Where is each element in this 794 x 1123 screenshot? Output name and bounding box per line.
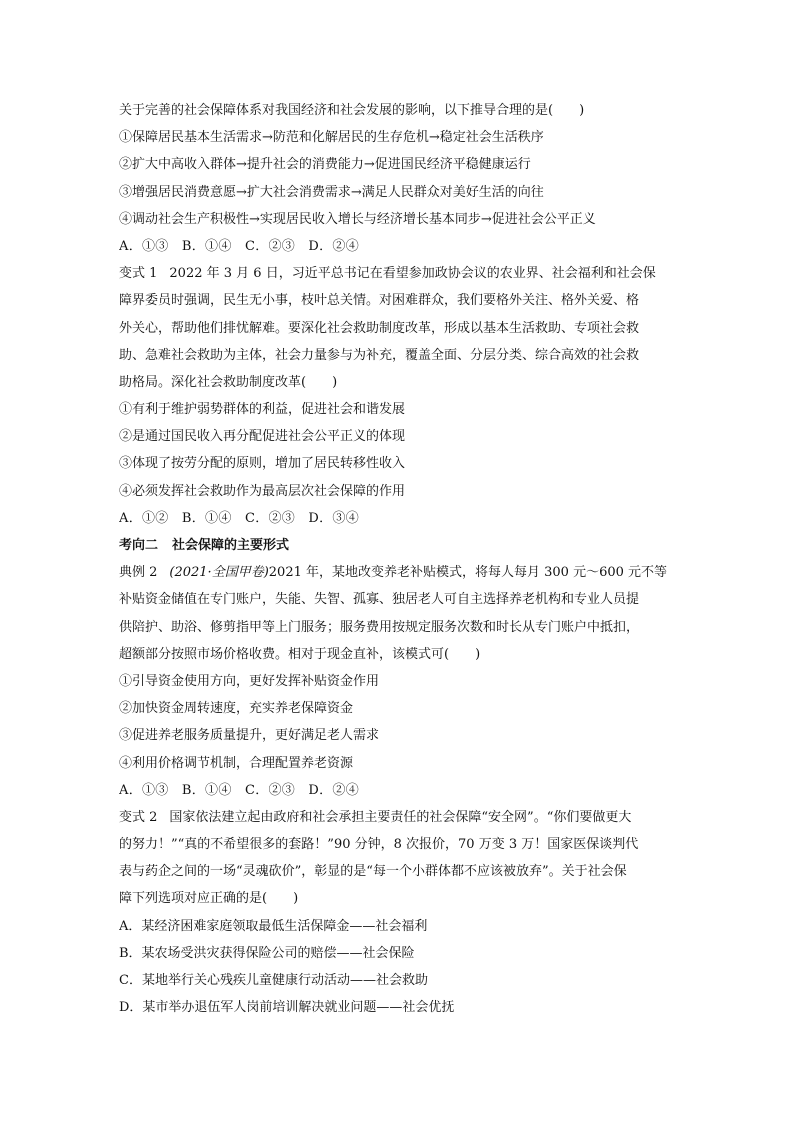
variant-text: 障界委员时强调，民生无小事，枝叶总关情。对困难群众，我们要格外关注、格外关爱、格 xyxy=(119,293,640,309)
variant-text: 的努力！”“真的不希望很多的套路！”90 分钟，8 次报价，70 万变 3 万！国家医保谈判代 xyxy=(119,837,639,853)
statement-item: ①引导资金使用方向，更好发挥补贴资金作用 xyxy=(119,673,380,689)
variant-1-line xyxy=(119,260,679,287)
section-label: 考向二 xyxy=(119,538,159,553)
variant-text: 障下列选项对应正确的是( ) xyxy=(119,891,299,907)
variant-text: 外关心，帮助他们排忧解难。要深化社会救助制度改革，形成以基本生活救助、专项社会救 xyxy=(119,320,640,336)
variant-text: 国家依法建立起由政府和社会承担主要责任的社会保障“安全网”。“你们要做更大 xyxy=(169,809,632,825)
statement-item: ③增强居民消费意愿→扩大社会消费需求→满足人民群众对美好生活的向往 xyxy=(119,184,544,200)
statement-item: ③体现了按劳分配的原则，增加了居民转移性收入 xyxy=(119,456,406,472)
variant-text: 表与药企之间的一场“灵魂砍价”，彰显的是“每一个小群体都不应该被放弃”。关于社会保 xyxy=(119,864,627,880)
variant-text: 助格局。深化社会救助制度改革( ) xyxy=(119,374,338,390)
answer-options: A．①② B．①④ C．②③ D．③④ xyxy=(119,510,360,526)
answer-options: A．①③ B．①④ C．②③ D．②④ xyxy=(119,238,360,254)
example-text: 供陪护、助浴、修剪指甲等上门服务；服务费用按规定服务次数和时长从专门账户中抵扣， xyxy=(119,619,640,635)
statement-item: ①有利于维护弱势群体的利益，促进社会和谐发展 xyxy=(119,402,406,418)
section-title: 社会保障的主要形式 xyxy=(172,538,290,553)
example-text: 超额部分按照市场价格收费。相对于现金直补，该模式可( ) xyxy=(119,646,481,662)
choice-c: C．某地举行关心残疾儿童健康行动活动——社会救助 xyxy=(119,973,428,988)
statement-item: ③促进养老服务质量提升，更好满足老人需求 xyxy=(119,728,380,744)
example-text: 2021 年，某地改变养老补贴模式，将每人每月 300 元～600 元不等 xyxy=(268,565,668,581)
section-heading xyxy=(119,532,679,559)
example-label: 典例 2 xyxy=(119,565,158,581)
statement-item: ②扩大中高收入群体→提升社会的消费能力→促进国民经济平稳健康运行 xyxy=(119,157,531,173)
question-stem: 关于完善的社会保障体系对我国经济和社会发展的影响，以下推导合理的是( ) xyxy=(119,103,585,118)
variant-label: 变式 2 xyxy=(119,809,158,825)
variant-2-line xyxy=(119,804,679,831)
statement-item: ④调动社会生产积极性→实现居民收入增长与经济增长基本同步→促进社会公平正义 xyxy=(119,211,596,227)
example-text: 补贴资金储值在专门账户，失能、失智、孤寡、独居老人可自主选择养老机构和专业人员提 xyxy=(119,592,640,608)
statement-item: ①保障居民基本生活需求→防范和化解居民的生存危机→稳定社会生活秩序 xyxy=(119,130,544,146)
example-source: (2021·全国甲卷) xyxy=(169,565,269,581)
choice-d: D．某市举办退伍军人岗前培训解决就业问题——社会优抚 xyxy=(119,1000,455,1016)
statement-item: ②加快资金周转速度，充实养老保障资金 xyxy=(119,701,354,717)
statement-item: ④利用价格调节机制，合理配置养老资源 xyxy=(119,755,354,771)
document-page xyxy=(119,97,679,1021)
choice-b: B．某农场受洪灾获得保险公司的赔偿——社会保险 xyxy=(119,945,415,961)
statement-item: ④必须发挥社会救助作为最高层次社会保障的作用 xyxy=(119,483,406,499)
variant-label: 变式 1 xyxy=(119,266,158,282)
answer-options: A．①③ B．①④ C．②③ D．②④ xyxy=(119,782,360,798)
statement-item: ②是通过国民收入再分配促进社会公平正义的体现 xyxy=(119,429,406,445)
example-2-line xyxy=(119,559,679,586)
variant-text: 助、急难社会救助为主体，社会力量参与为补充，覆盖全面、分层分类、综合高效的社会救 xyxy=(119,347,640,363)
variant-text: 2022 年 3 月 6 日，习近平总书记在看望参加政协会议的农业界、社会福利和社会保 xyxy=(169,266,656,282)
choice-a: A．某经济困难家庭领取最低生活保障金——社会福利 xyxy=(119,918,428,934)
